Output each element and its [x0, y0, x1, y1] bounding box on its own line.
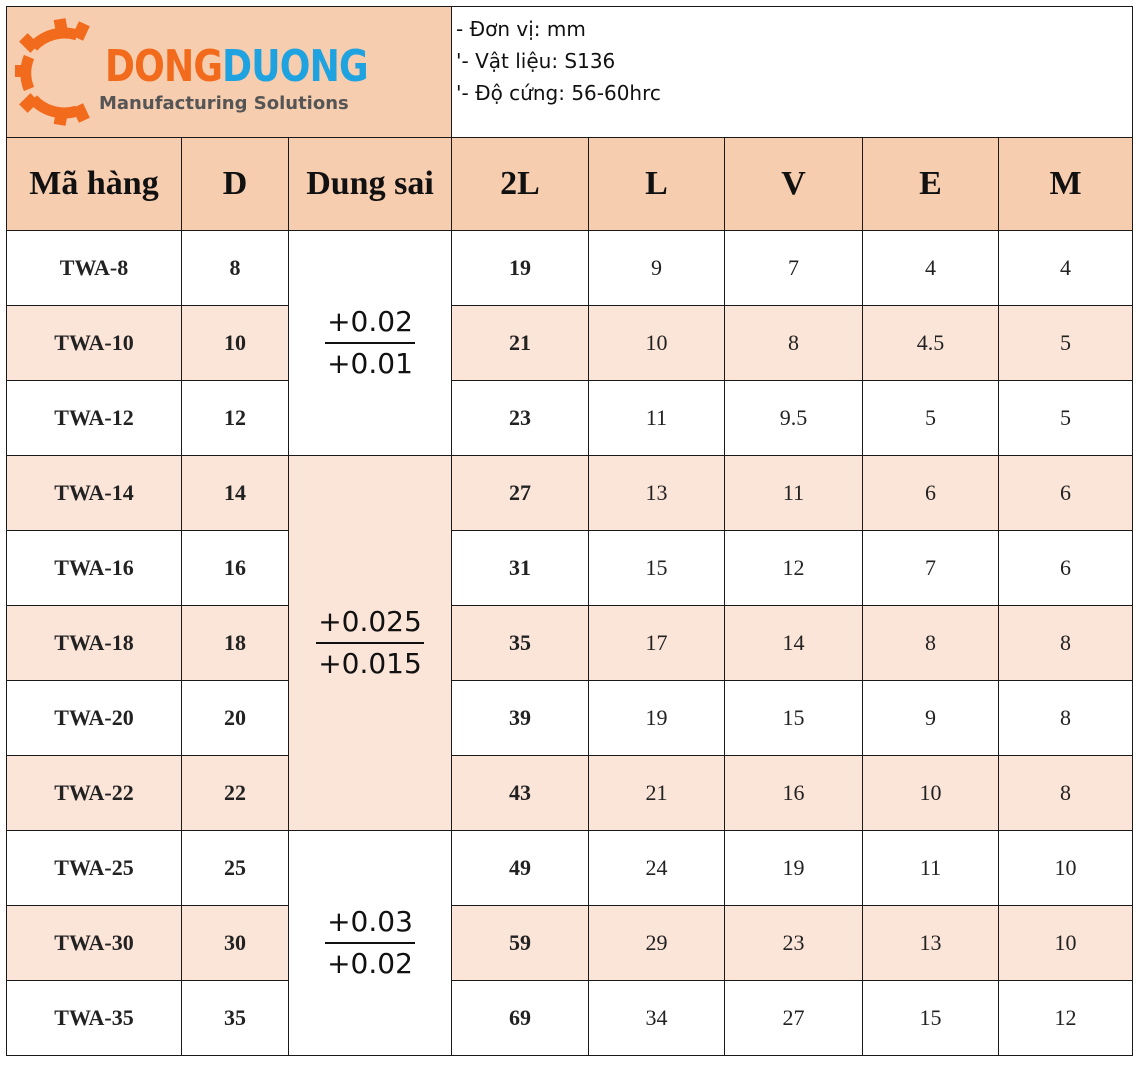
- cell-v: 19: [725, 831, 863, 906]
- table-row: [7, 456, 1133, 531]
- cell-e: 13: [863, 906, 999, 981]
- cell-l: 13: [589, 456, 725, 531]
- cell-e: 7: [863, 531, 999, 606]
- cell-m: 8: [999, 606, 1133, 681]
- cell-d: 20: [182, 681, 289, 756]
- tolerance-lower: +0.01: [327, 347, 413, 380]
- tolerance-lower: +0.02: [327, 947, 413, 980]
- cell-m: 4: [999, 231, 1133, 306]
- cell-m: 6: [999, 456, 1133, 531]
- tolerance-upper: +0.03: [325, 904, 415, 944]
- header-d: D: [182, 138, 289, 231]
- cell-v: 27: [725, 981, 863, 1056]
- table-row: [7, 756, 1133, 831]
- cell-v: 8: [725, 306, 863, 381]
- cell-code: TWA-30: [7, 906, 182, 981]
- cell-m: 6: [999, 531, 1133, 606]
- tolerance-cell: [289, 831, 452, 1056]
- notes-area: [452, 7, 1133, 138]
- gear-logo-icon: [15, 17, 101, 127]
- cell-code: TWA-20: [7, 681, 182, 756]
- cell-d: 25: [182, 831, 289, 906]
- tolerance-fraction: [325, 304, 415, 382]
- cell-e: 8: [863, 606, 999, 681]
- cell-d: 22: [182, 756, 289, 831]
- table-row: [7, 831, 1133, 906]
- cell-d: 12: [182, 381, 289, 456]
- cell-d: 30: [182, 906, 289, 981]
- table-row: [7, 531, 1133, 606]
- table-row: [7, 606, 1133, 681]
- cell-d: 16: [182, 531, 289, 606]
- cell-two-l: 27: [452, 456, 589, 531]
- spec-table: [6, 6, 1133, 1056]
- cell-code: TWA-8: [7, 231, 182, 306]
- tolerance-fraction: [316, 604, 424, 682]
- cell-code: TWA-12: [7, 381, 182, 456]
- header-2l: 2L: [452, 138, 589, 231]
- cell-m: 8: [999, 681, 1133, 756]
- cell-m: 5: [999, 306, 1133, 381]
- cell-code: TWA-35: [7, 981, 182, 1056]
- cell-v: 15: [725, 681, 863, 756]
- cell-code: TWA-14: [7, 456, 182, 531]
- header-tolerance: Dung sai: [289, 138, 452, 231]
- cell-two-l: 59: [452, 906, 589, 981]
- table-row: [7, 906, 1133, 981]
- header-v: V: [725, 138, 863, 231]
- tolerance-cell: [289, 231, 452, 456]
- cell-code: TWA-25: [7, 831, 182, 906]
- cell-l: 21: [589, 756, 725, 831]
- table-row: [7, 381, 1133, 456]
- logo-area: [7, 7, 452, 138]
- tolerance-cell: [289, 456, 452, 831]
- cell-e: 5: [863, 381, 999, 456]
- cell-l: 11: [589, 381, 725, 456]
- header-code: Mã hàng: [7, 138, 182, 231]
- table-row: [7, 681, 1133, 756]
- cell-v: 9.5: [725, 381, 863, 456]
- header-l: L: [589, 138, 725, 231]
- tolerance-lower: +0.015: [318, 647, 422, 680]
- header-row: [7, 138, 1133, 231]
- cell-code: TWA-16: [7, 531, 182, 606]
- cell-e: 4.5: [863, 306, 999, 381]
- cell-l: 24: [589, 831, 725, 906]
- cell-l: 9: [589, 231, 725, 306]
- cell-e: 9: [863, 681, 999, 756]
- cell-v: 16: [725, 756, 863, 831]
- tolerance-upper: +0.02: [325, 304, 415, 344]
- brand-part1: DONG: [105, 41, 223, 92]
- cell-code: TWA-18: [7, 606, 182, 681]
- brand-part2: DUONG: [222, 41, 368, 92]
- cell-e: 15: [863, 981, 999, 1056]
- cell-l: 17: [589, 606, 725, 681]
- cell-two-l: 35: [452, 606, 589, 681]
- cell-code: TWA-22: [7, 756, 182, 831]
- cell-two-l: 43: [452, 756, 589, 831]
- note-hardness: '- Độ cứng: 56-60hrc: [456, 81, 661, 105]
- tolerance-upper: +0.025: [316, 604, 424, 644]
- cell-d: 14: [182, 456, 289, 531]
- table-row: [7, 981, 1133, 1056]
- table-row: [7, 306, 1133, 381]
- cell-e: 6: [863, 456, 999, 531]
- cell-v: 11: [725, 456, 863, 531]
- cell-e: 11: [863, 831, 999, 906]
- cell-d: 18: [182, 606, 289, 681]
- cell-m: 12: [999, 981, 1133, 1056]
- cell-e: 4: [863, 231, 999, 306]
- cell-e: 10: [863, 756, 999, 831]
- cell-two-l: 69: [452, 981, 589, 1056]
- cell-l: 34: [589, 981, 725, 1056]
- cell-two-l: 39: [452, 681, 589, 756]
- cell-two-l: 31: [452, 531, 589, 606]
- cell-l: 29: [589, 906, 725, 981]
- cell-m: 8: [999, 756, 1133, 831]
- brand-name: [105, 41, 368, 92]
- header-e: E: [863, 138, 999, 231]
- cell-code: TWA-10: [7, 306, 182, 381]
- table-row: [7, 231, 1133, 306]
- cell-d: 10: [182, 306, 289, 381]
- cell-two-l: 49: [452, 831, 589, 906]
- spec-sheet: [6, 6, 1132, 1061]
- cell-d: 35: [182, 981, 289, 1056]
- tolerance-fraction: [325, 904, 415, 982]
- cell-l: 15: [589, 531, 725, 606]
- header-m: M: [999, 138, 1133, 231]
- brand-tagline: Manufacturing Solutions: [99, 93, 349, 114]
- cell-two-l: 23: [452, 381, 589, 456]
- cell-v: 23: [725, 906, 863, 981]
- cell-l: 19: [589, 681, 725, 756]
- note-material: '- Vật liệu: S136: [456, 49, 616, 73]
- cell-two-l: 19: [452, 231, 589, 306]
- cell-d: 8: [182, 231, 289, 306]
- cell-v: 7: [725, 231, 863, 306]
- cell-m: 5: [999, 381, 1133, 456]
- cell-v: 12: [725, 531, 863, 606]
- cell-m: 10: [999, 906, 1133, 981]
- cell-l: 10: [589, 306, 725, 381]
- cell-two-l: 21: [452, 306, 589, 381]
- cell-m: 10: [999, 831, 1133, 906]
- note-unit: - Đơn vị: mm: [456, 17, 586, 41]
- cell-v: 14: [725, 606, 863, 681]
